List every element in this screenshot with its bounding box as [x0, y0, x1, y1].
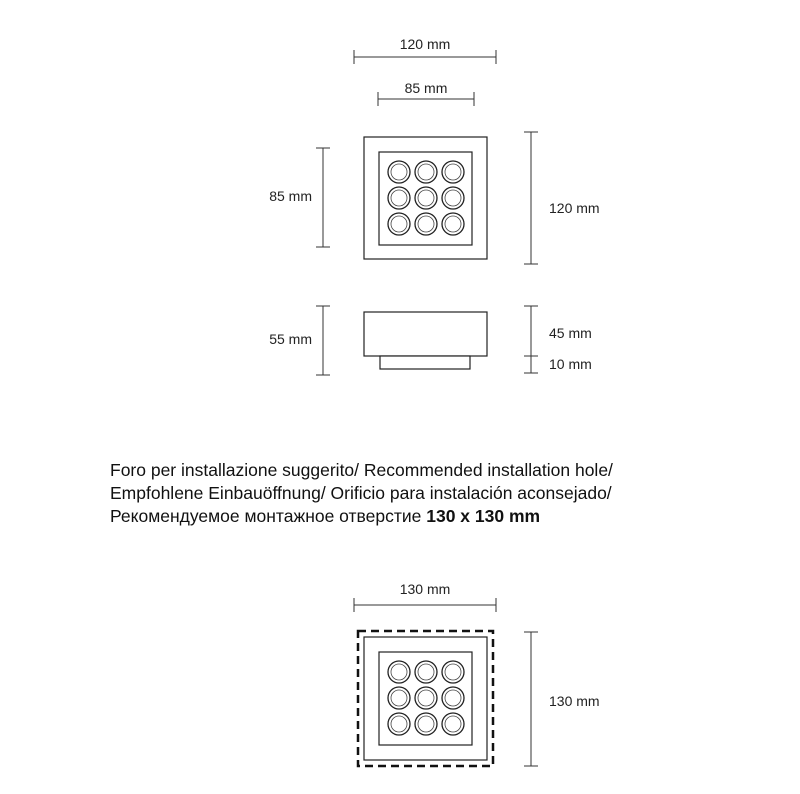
led-grid: [388, 161, 464, 235]
caption-line-1: Foro per installazione suggerito/ Recommended installation hole/: [110, 460, 613, 480]
dim-height-outer: [524, 132, 600, 264]
dim-width-outer-label: 120 mm: [399, 36, 451, 52]
caption-hole-size: 130 x 130 mm: [426, 506, 541, 526]
dim-width-inner: [378, 80, 474, 106]
dim-width-outer: [354, 36, 496, 64]
luminaire-side-view: [364, 312, 487, 369]
dim-width-inner-label: 85 mm: [404, 80, 448, 96]
caption-line-3-text: Рекомендуемое монтажное отверстие: [110, 506, 427, 526]
installation-hole-view: [358, 631, 493, 766]
dim-total-height: [269, 306, 330, 375]
dim-body-height-label: 45 mm: [549, 325, 592, 341]
dim-body-height: [524, 306, 592, 356]
dim-hole-height-label: 130 mm: [549, 693, 600, 709]
dim-base-height: [524, 356, 592, 373]
caption-line-3: [110, 505, 750, 528]
led-grid: [388, 661, 464, 735]
dim-height-inner: [269, 148, 330, 247]
dim-total-height-label: 55 mm: [269, 331, 312, 347]
dim-hole-width: [354, 581, 496, 612]
dim-height-inner-label: 85 mm: [269, 188, 312, 204]
dim-hole-width-label: 130 mm: [399, 581, 451, 597]
installation-caption: [110, 459, 750, 528]
dim-base-height-label: 10 mm: [549, 356, 592, 372]
dim-hole-height: [524, 632, 600, 766]
caption-line-2: Empfohlene Einbauöffnung/ Orificio para instalación aconsejado/: [110, 483, 612, 503]
dim-height-outer-label: 120 mm: [549, 200, 600, 216]
luminaire-top-view: [364, 137, 487, 259]
